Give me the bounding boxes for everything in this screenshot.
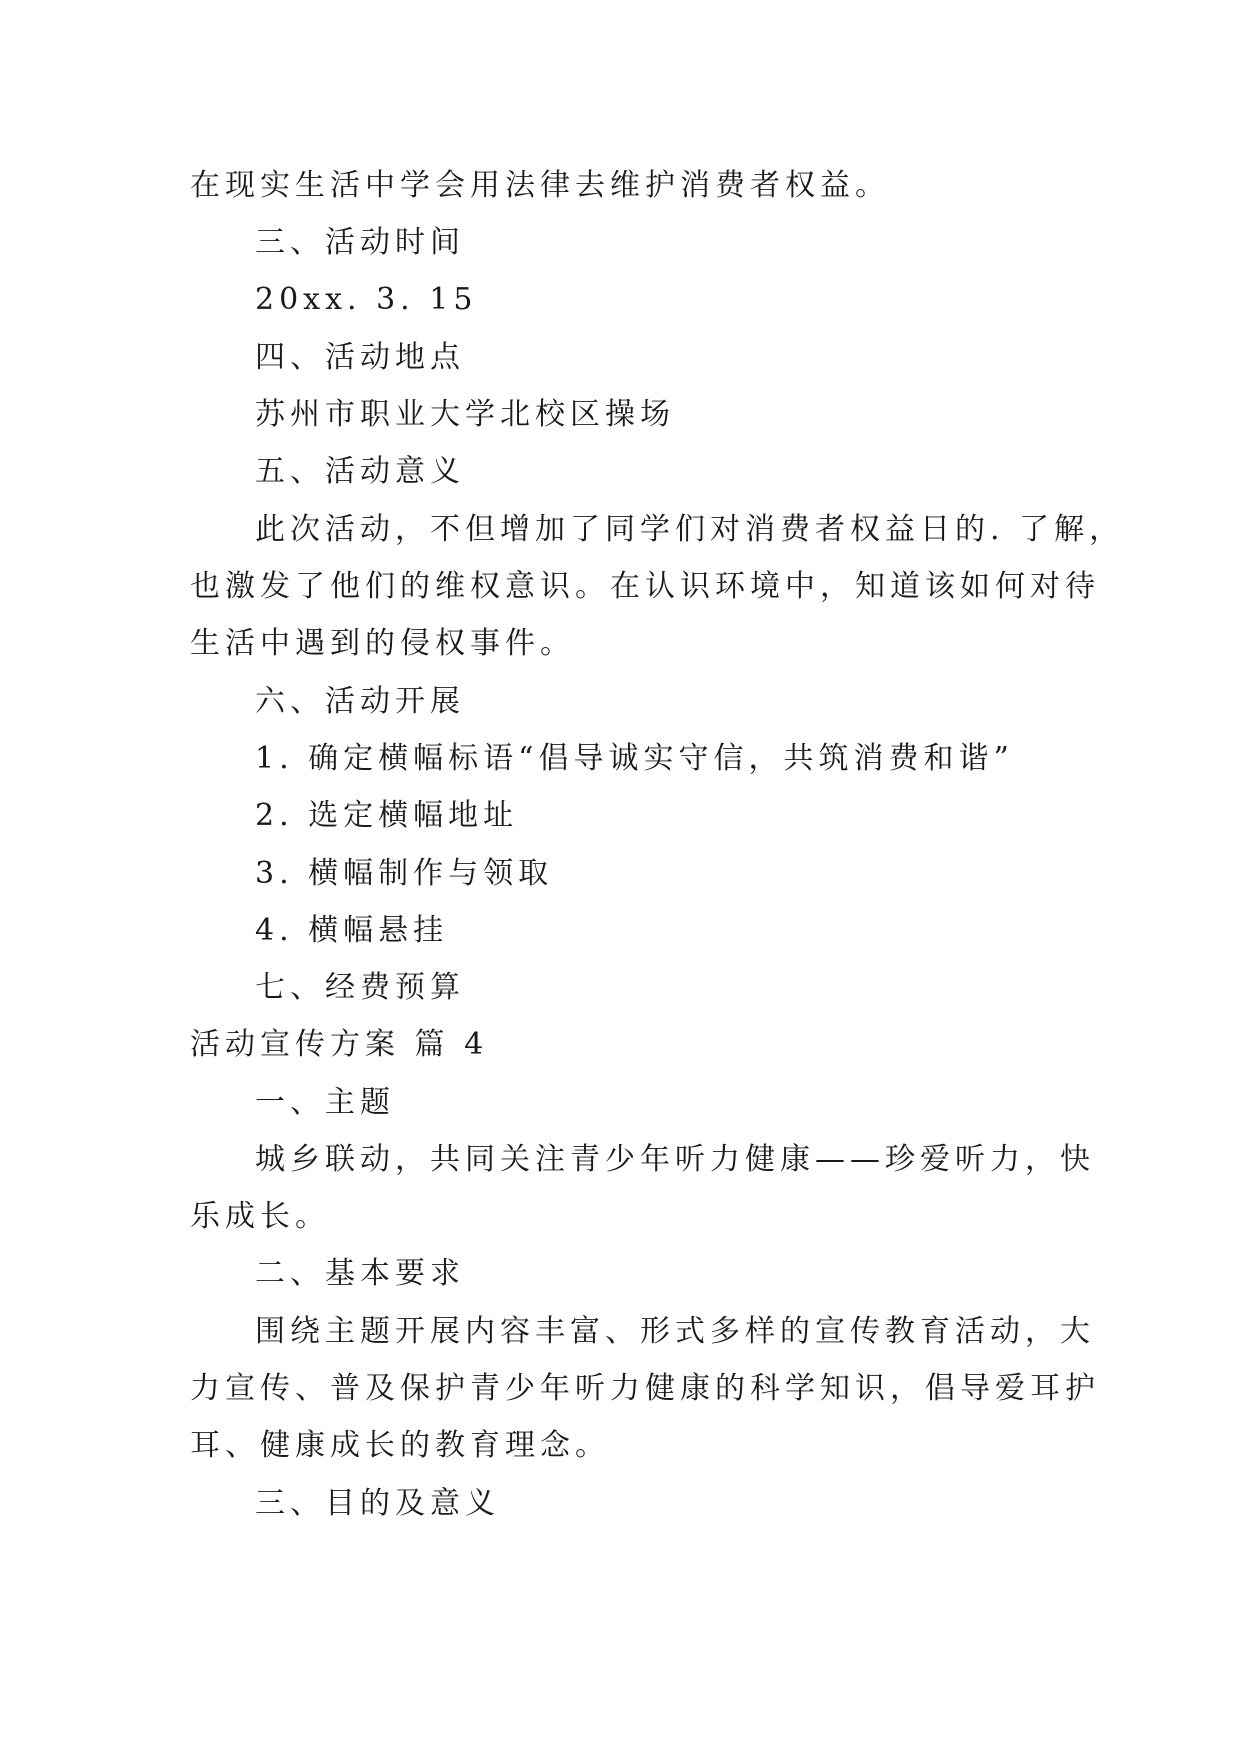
paragraph-line: 城乡联动，共同关注青少年听力健康——珍爱听力，快 bbox=[255, 1142, 1095, 1177]
document-title: 活动宣传方案 篇 4 bbox=[190, 1027, 489, 1062]
list-item: 2. 选定横幅地址 bbox=[255, 798, 519, 833]
section-heading: 四、活动地点 bbox=[255, 340, 465, 375]
paragraph-line: 生活中遇到的侵权事件。 bbox=[190, 626, 575, 661]
paragraph-line: 苏州市职业大学北校区操场 bbox=[255, 397, 675, 432]
paragraph-line: 围绕主题开展内容丰富、形式多样的宣传教育活动，大 bbox=[255, 1314, 1095, 1349]
section-heading: 五、活动意义 bbox=[255, 454, 465, 489]
paragraph-line: 力宣传、普及保护青少年听力健康的科学知识，倡导爱耳护 bbox=[190, 1371, 1100, 1406]
section-heading: 六、活动开展 bbox=[255, 684, 465, 719]
section-heading: 七、经费预算 bbox=[255, 970, 465, 1005]
list-item: 3. 横幅制作与领取 bbox=[255, 856, 554, 891]
paragraph-line: 耳、健康成长的教育理念。 bbox=[190, 1428, 610, 1463]
paragraph-line: 20xx. 3. 15 bbox=[255, 282, 478, 317]
section-heading: 三、活动时间 bbox=[255, 225, 465, 260]
list-item: 4. 横幅悬挂 bbox=[255, 913, 449, 948]
section-heading: 一、主题 bbox=[255, 1085, 395, 1120]
paragraph-line: 在现实生活中学会用法律去维护消费者权益。 bbox=[190, 168, 890, 203]
section-heading: 二、基本要求 bbox=[255, 1256, 465, 1291]
paragraph-line: 也激发了他们的维权意识。在认识环境中，知道该如何对待 bbox=[190, 569, 1100, 604]
paragraph-line: 此次活动，不但增加了同学们对消费者权益日的. 了解， bbox=[255, 512, 1125, 547]
list-item: 1. 确定横幅标语“倡导诚实守信，共筑消费和谐” bbox=[255, 741, 1014, 776]
section-heading: 三、目的及意义 bbox=[255, 1486, 500, 1521]
paragraph-line: 乐成长。 bbox=[190, 1199, 330, 1234]
